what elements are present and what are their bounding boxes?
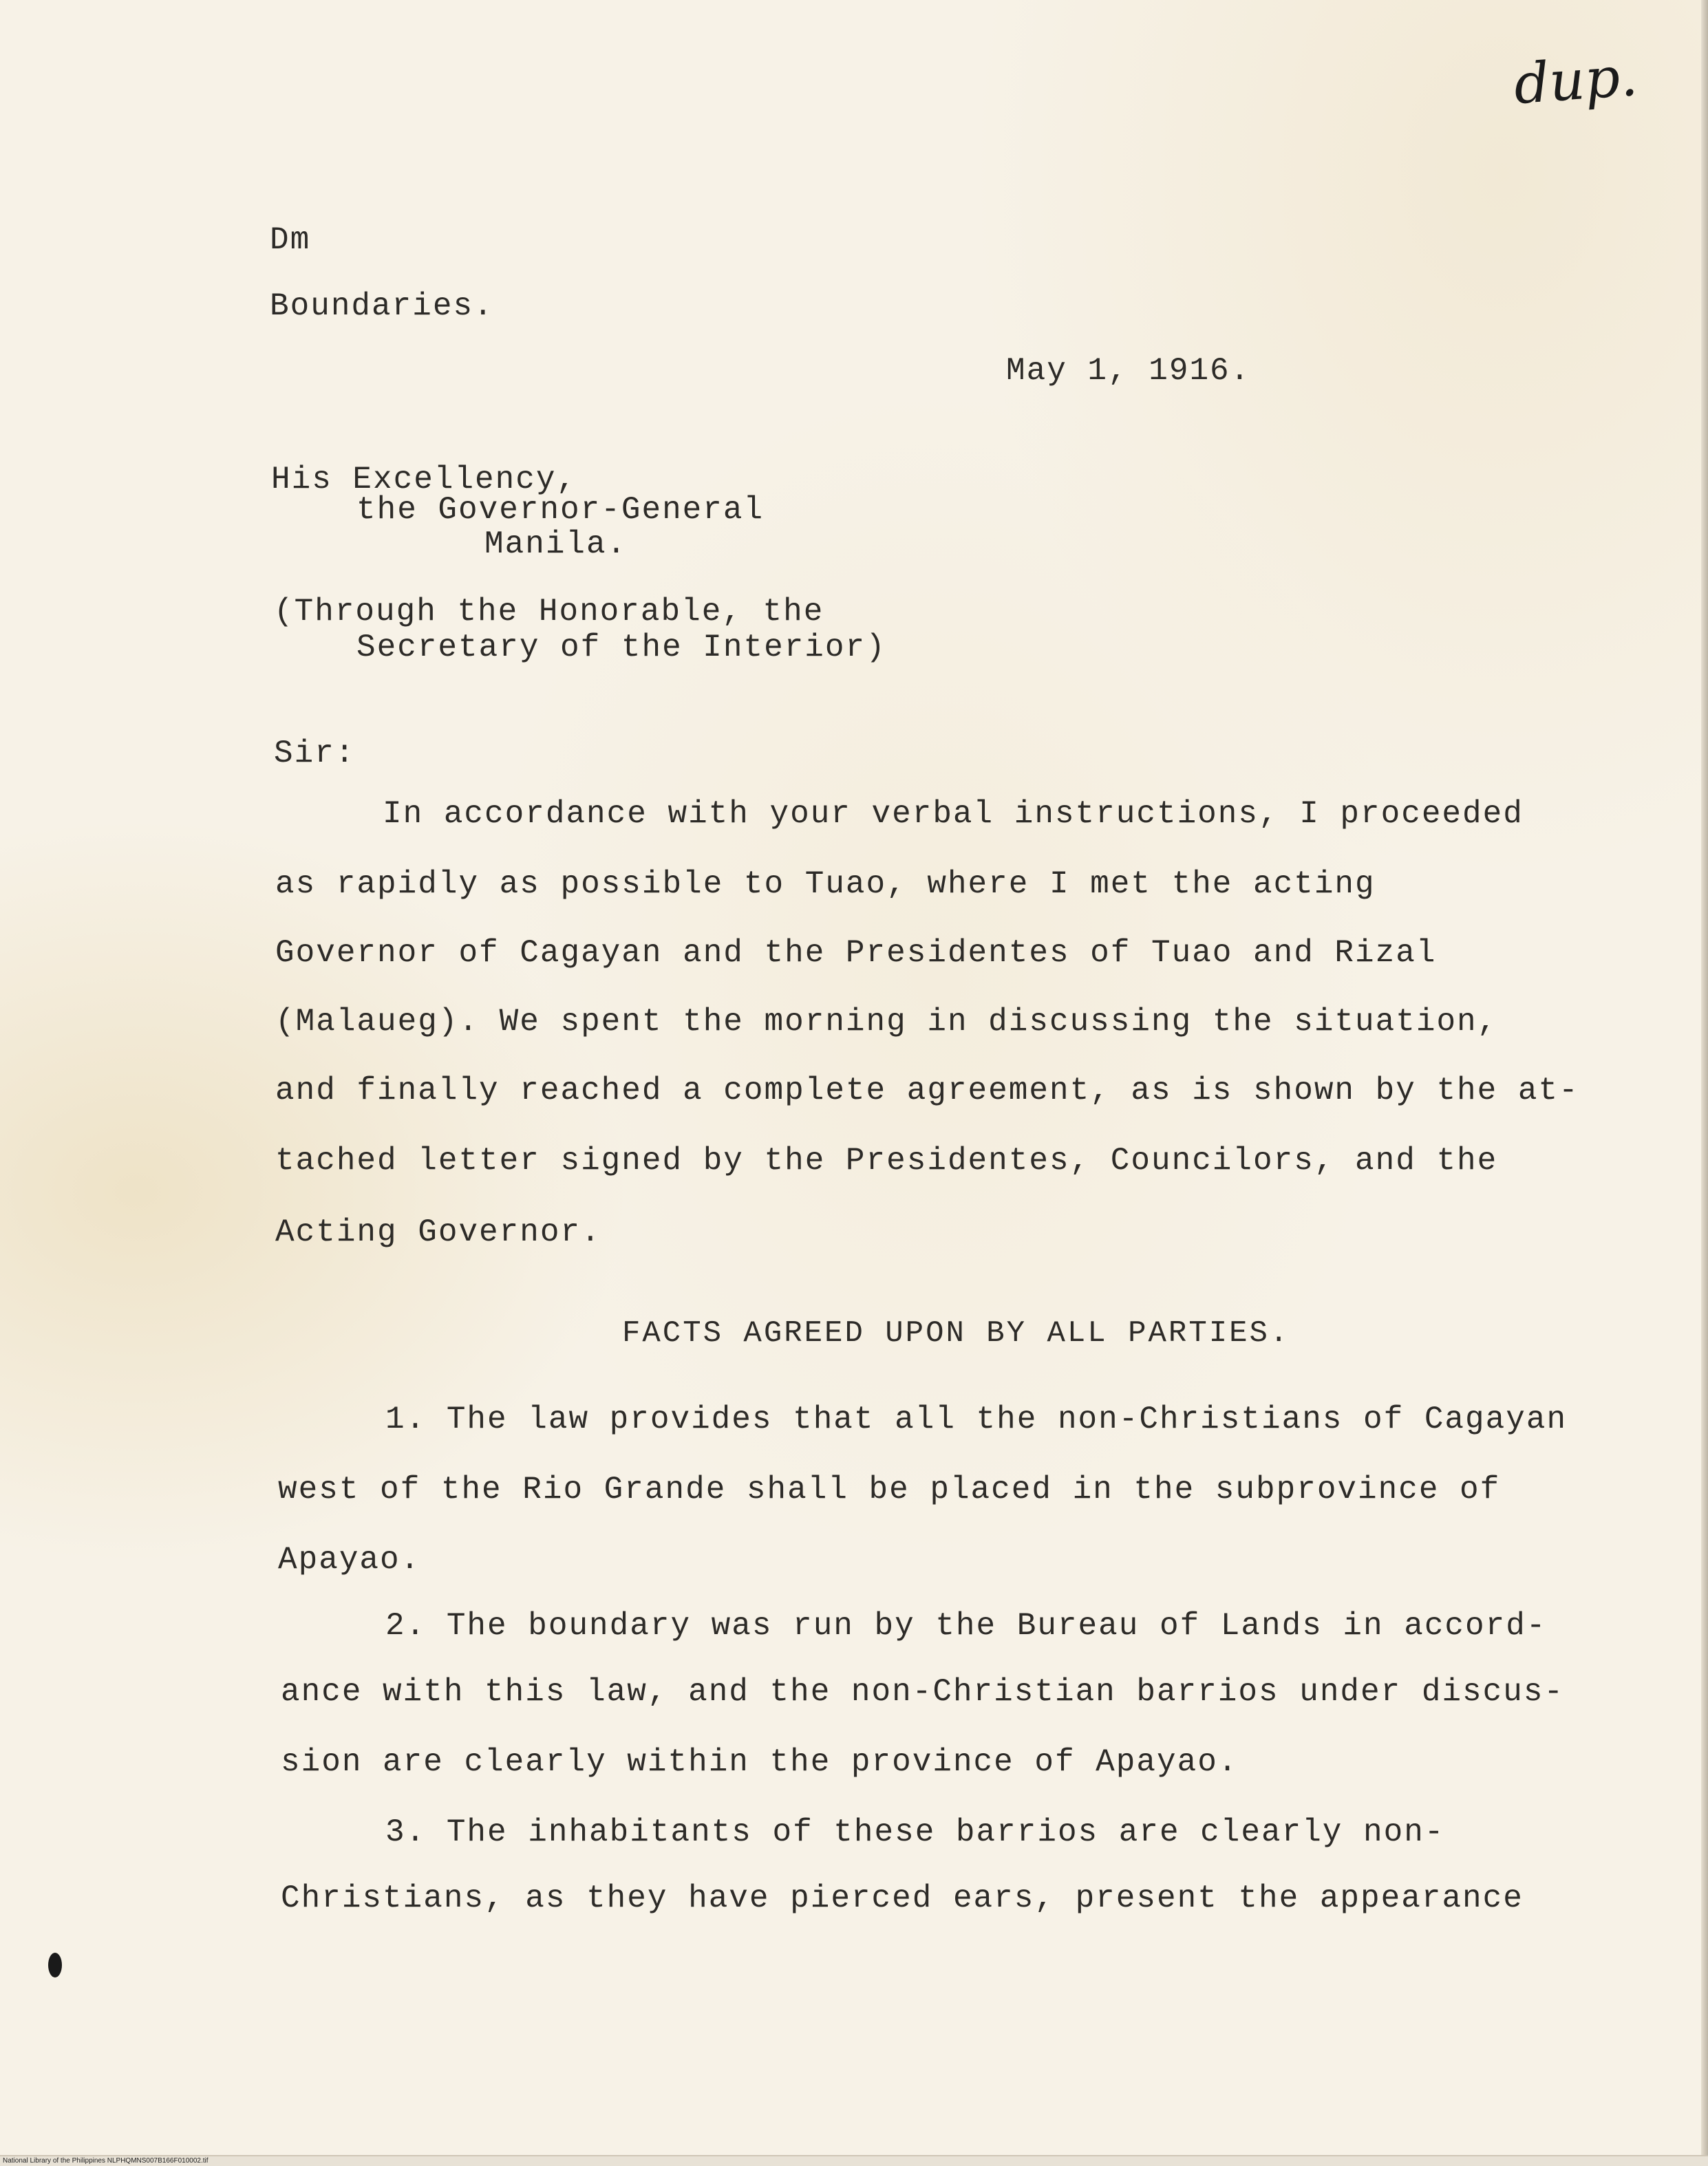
section-heading: FACTS AGREED UPON BY ALL PARTIES. [622,1316,1290,1351]
letter-date: May 1, 1916. [1006,353,1251,389]
paragraph-line: tached letter signed by the Presidentes, Councilors, and the [275,1143,1498,1179]
fact-line: 1. The law provides that all the non-Christians of Cagayan [385,1402,1568,1437]
fact-line: 3. The inhabitants of these barrios are clearly non- [385,1814,1445,1850]
page-edge-shadow [1701,0,1708,2166]
ink-blot [48,1953,62,1977]
paragraph-line: and finally reached a complete agreement, as is shown by the at- [275,1073,1579,1108]
scan-footer-bar [0,2155,1708,2166]
fact-line: 2. The boundary was run by the Bureau of Lands in accord- [385,1608,1547,1644]
handwritten-annotation: dup. [1511,43,1640,117]
fact-line: Apayao. [278,1542,421,1578]
fact-line: Christians, as they have pierced ears, present the appearance [281,1880,1524,1916]
through-line-1: (Through the Honorable, the [274,594,824,630]
paragraph-line: In accordance with your verbal instructions, I proceeded [383,796,1524,832]
fact-line: west of the Rio Grande shall be placed in the subprovince of [278,1472,1501,1508]
paragraph-line: Governor of Cagayan and the Presidentes of Tuao and Rizal [275,935,1437,971]
scan-footer-text: National Library of the Philippines NLPHQMNS007B166F010002.tif [3,2157,209,2165]
paragraph-line: as rapidly as possible to Tuao, where I met the acting [275,866,1376,902]
addressee-line-2: the Governor-General [356,492,765,528]
paragraph-line: Acting Governor. [275,1214,601,1250]
addressee-line-1: His Excellency, [271,462,577,497]
fact-line: ance with this law, and the non-Christian barrios under discus- [281,1674,1565,1710]
fact-line: sion are clearly within the province of Apayao. [281,1744,1239,1780]
file-code: Dm [270,222,311,258]
paragraph-line: (Malaueg). We spent the morning in discussing the situation, [275,1004,1498,1040]
through-line-2: Secretary of the Interior) [356,630,886,665]
salutation: Sir: [274,736,356,771]
subject-line: Boundaries. [270,288,494,324]
addressee-line-3: Manila. [484,526,628,562]
